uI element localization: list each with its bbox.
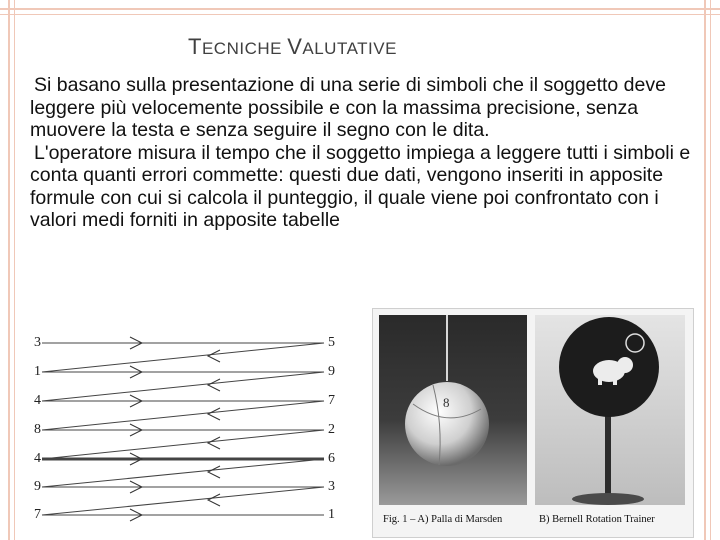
right-number: 3 xyxy=(328,479,335,494)
title-rest-1: ECNICHE xyxy=(201,39,288,58)
paragraph-2: L'operatore misura il tempo che il soggetto impiega a leggere tutti i simboli e conta quanti errori commette: questi due dati, vengono inseriti in apposite formule con cui si calcola il punteggio, il quale viene poi confrontato con i valori medi forniti in apposite tabelle xyxy=(30,141,691,231)
right-number: 2 xyxy=(328,422,335,437)
title-first-cap: T xyxy=(188,34,202,59)
left-number: 8 xyxy=(34,422,41,437)
sequence-arrows xyxy=(28,326,350,526)
right-number: 1 xyxy=(328,507,335,522)
right-number: 6 xyxy=(328,451,335,466)
right-number: 5 xyxy=(328,335,335,350)
caption-marsden: Fig. 1 – A) Palla di Marsden xyxy=(383,514,503,525)
right-number: 7 xyxy=(328,393,335,408)
left-number: 9 xyxy=(34,479,41,494)
left-number: 4 xyxy=(34,393,41,408)
trainer-base xyxy=(572,493,644,505)
slide-title xyxy=(188,34,397,60)
left-number: 1 xyxy=(34,364,41,379)
paragraph-1: Si basano sulla presentazione di una serie di simboli che il soggetto deve leggere più velocemente possibile e con la massima precisione, senza muovere la testa e senza seguire il segno con le dita. xyxy=(30,74,666,141)
photo-figure xyxy=(372,308,694,538)
right-number: 9 xyxy=(328,364,335,379)
slide-body xyxy=(30,74,702,232)
photo-illustration xyxy=(373,309,693,537)
title-rest-2: ALUTATIVE xyxy=(302,39,397,58)
left-number: 7 xyxy=(34,507,41,522)
caption-bernell: B) Bernell Rotation Trainer xyxy=(539,514,655,525)
title-second-cap: V xyxy=(287,34,303,59)
left-number: 4 xyxy=(34,451,41,466)
left-number: 3 xyxy=(34,335,41,350)
number-sequence-figure xyxy=(28,326,350,526)
ball-number: 8 xyxy=(443,395,450,410)
